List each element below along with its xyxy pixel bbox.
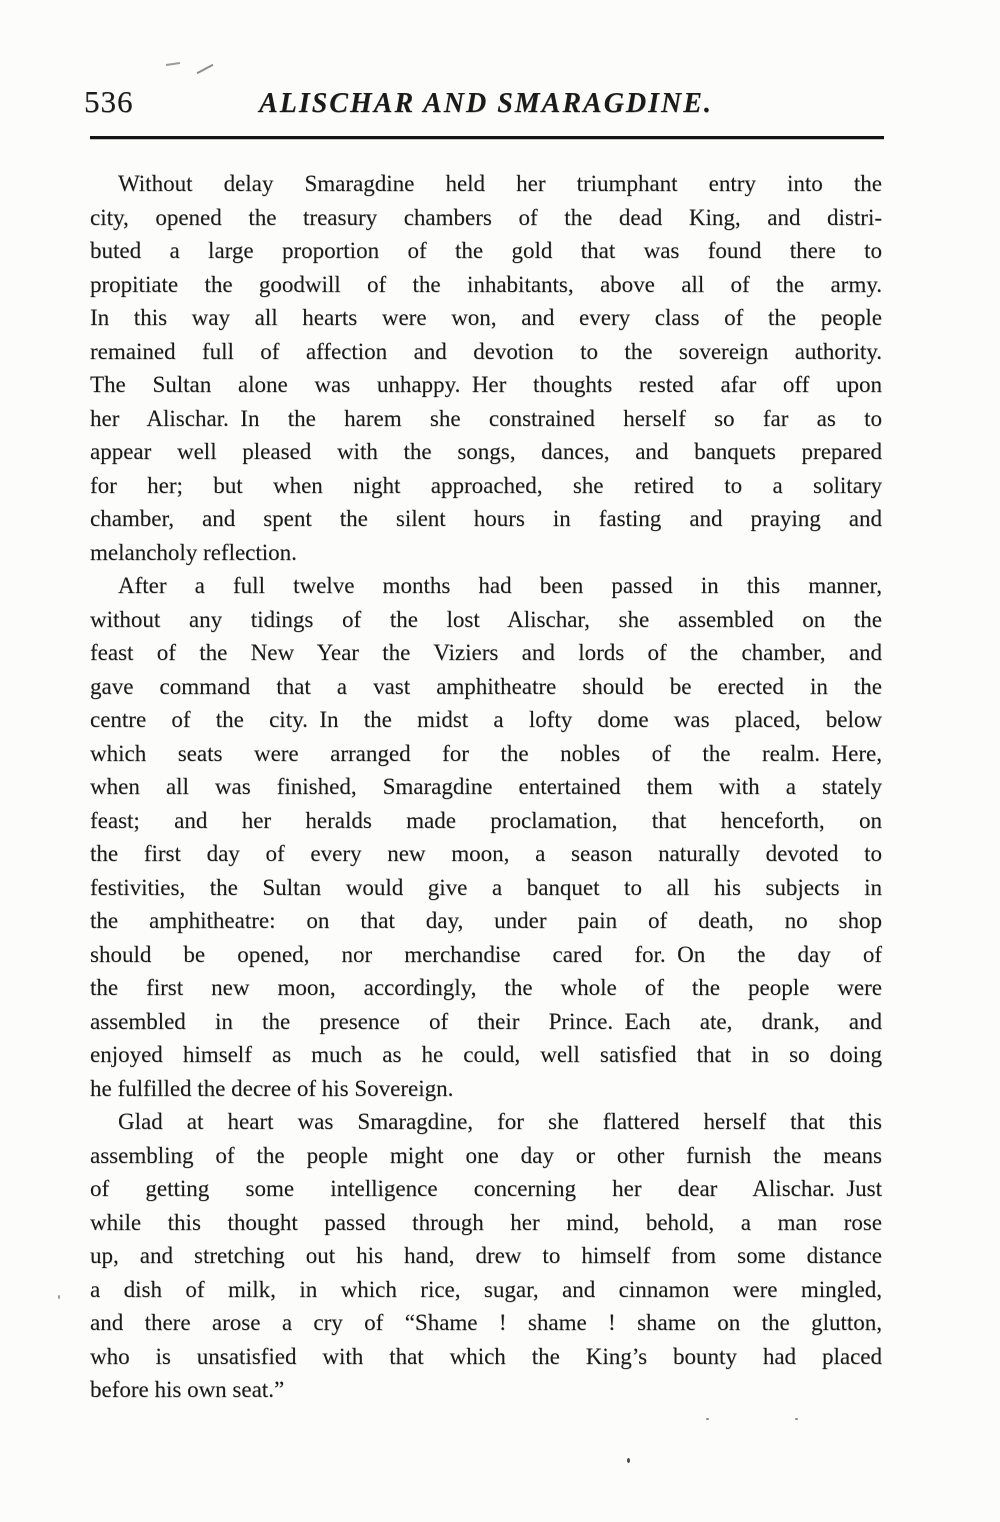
- scan-artifact: [795, 1418, 798, 1420]
- text-line: The Sultan alone was unhappy. Her thoughts rested afar off upon: [90, 372, 882, 397]
- text-line: a dish of milk, in which rice, sugar, and cinnamon were mingled,: [90, 1276, 882, 1302]
- text-line: Without delay Smaragdine held her triumphant entry into the: [118, 171, 882, 196]
- text-line: city, opened the treasury chambers of the dead King, and distri-: [90, 204, 882, 230]
- text-line: After a full twelve months had been passed in this manner,: [118, 573, 882, 598]
- text-line: should be opened, nor merchandise cared for. On the day of: [90, 941, 882, 967]
- text-line: gave command that a vast amphitheatre should be erected in the: [90, 673, 882, 699]
- running-header-title: ALISCHAR AND SMARAGDINE.: [259, 88, 713, 119]
- text-line: the first day of every new moon, a season naturally devoted to: [90, 841, 882, 866]
- text-line: up, and stretching out his hand, drew to himself from some distance: [90, 1243, 882, 1268]
- text-line: festivities, the Sultan would give a banquet to all his subjects in: [90, 874, 882, 900]
- scan-artifact: [706, 1418, 709, 1420]
- scan-artifact: [58, 1295, 60, 1299]
- paragraph: [90, 1105, 882, 1407]
- text-line: chamber, and spent the silent hours in fasting and praying and: [90, 506, 882, 531]
- text-block: [90, 167, 882, 1407]
- paragraph: [90, 167, 882, 569]
- text-line: without any tidings of the lost Alischar, she assembled on the: [90, 606, 882, 632]
- text-line: who is unsatisfied with that which the King’s bounty had placed: [90, 1343, 882, 1369]
- text-line: of getting some intelligence concerning her dear Alischar. Just: [90, 1176, 882, 1201]
- text-line: feast; and her heralds made proclamation, that henceforth, on: [90, 807, 882, 833]
- text-line: her Alischar. In the harem she constrained herself so far as to: [90, 405, 882, 431]
- text-line: feast of the New Year the Viziers and lords of the chamber, and: [90, 640, 882, 665]
- text-line: the amphitheatre: on that day, under pain of death, no shop: [90, 908, 882, 933]
- text-line: centre of the city. In the midst a lofty dome was placed, below: [90, 707, 882, 732]
- text-line: when all was finished, Smaragdine entertained them with a stately: [90, 774, 882, 799]
- text-line: while this thought passed through her mind, behold, a man rose: [90, 1209, 882, 1235]
- paragraph: [90, 569, 882, 1105]
- pencil-mark: [197, 64, 214, 74]
- scan-artifact: [627, 1458, 630, 1463]
- text-line: he fulfilled the decree of his Sovereign.: [90, 1075, 454, 1101]
- pencil-mark: [166, 62, 180, 66]
- text-line: the first new moon, accordingly, the whole of the people were: [90, 975, 882, 1000]
- text-line: melancholy reflection.: [90, 539, 297, 565]
- text-line: propitiate the goodwill of the inhabitants, above all of the army.: [90, 271, 882, 297]
- text-line: appear well pleased with the songs, dances, and banquets prepared: [90, 439, 882, 464]
- text-line: before his own seat.”: [90, 1377, 285, 1402]
- text-line: assembled in the presence of their Prince. Each ate, drank, and: [90, 1008, 882, 1034]
- text-line: enjoyed himself as much as he could, well satisfied that in so doing: [90, 1042, 882, 1067]
- text-line: which seats were arranged for the nobles of the realm. Here,: [90, 740, 882, 766]
- text-line: for her; but when night approached, she retired to a solitary: [90, 472, 882, 498]
- page-number: 536: [84, 84, 134, 119]
- text-line: Glad at heart was Smaragdine, for she flattered herself that this: [118, 1109, 882, 1134]
- text-line: and there arose a cry of “Shame ! shame ! shame on the glutton,: [90, 1310, 882, 1335]
- text-line: buted a large proportion of the gold that was found there to: [90, 238, 882, 263]
- text-line: In this way all hearts were won, and every class of the people: [90, 305, 882, 330]
- text-line: assembling of the people might one day or other furnish the means: [90, 1142, 882, 1168]
- text-line: remained full of affection and devotion to the sovereign authority.: [90, 338, 882, 364]
- header-rule: [90, 136, 884, 139]
